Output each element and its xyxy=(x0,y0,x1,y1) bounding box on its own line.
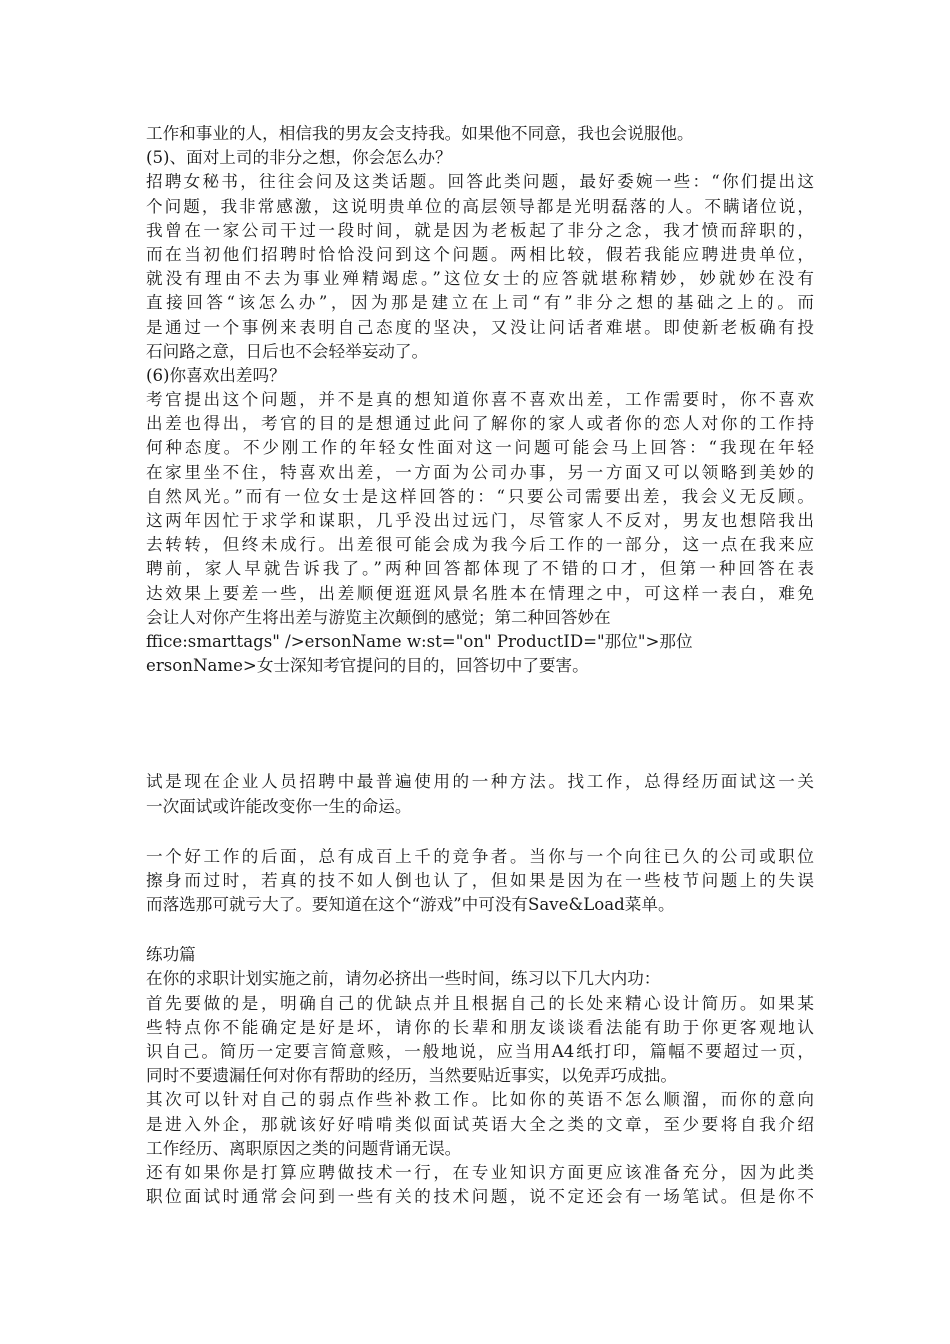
text-line: 些特点你不能确定是好是坏，请你的长辈和朋友谈谈看法能有助于你更客观地认 xyxy=(146,1017,814,1037)
text-line: 在家里坐不住，特喜欢出差，一方面为公司办事，另一方面又可以领略到美妙的 xyxy=(146,462,814,482)
interview-questions-section xyxy=(146,122,814,678)
text-line: 一个好工作的后面，总有成百上千的竞争者。当你与一个向往已久的公司或职位 xyxy=(146,846,814,866)
text-line: 同时不要遗漏任何对你有帮助的经历，当然要贴近事实，以免弄巧成拙。 xyxy=(146,1066,677,1086)
text-line: 擦身而过时，若真的技不如人倒也认了，但如果是因为在一些枝节问题上的失误 xyxy=(146,870,814,890)
text-line: 我曾在一家公司干过一段时间，就是因为老板起了非分之念，我才愤而辞职的， xyxy=(146,220,814,240)
text-line: 聘前，家人早就告诉我了。”两种回答都体现了不错的口才，但第一种回答在表 xyxy=(146,559,814,579)
text-line: 试是现在企业人员招聘中最普遍使用的一种方法。找工作，总得经历面试这一关 xyxy=(146,772,814,792)
text-line: ersonName>女士深知考官提问的目的，回答切中了要害。 xyxy=(146,656,589,676)
text-line: ffice:smarttags" />ersonName w:st="on" ProductID="那位">那位 xyxy=(146,631,693,651)
text-line: 就没有理由不去为事业殚精竭虑。”这位女士的应答就堪称精妙，妙就妙在没有 xyxy=(146,269,814,289)
text-line: (6)你喜欢出差吗？ xyxy=(146,365,286,385)
intro-paragraph xyxy=(146,770,814,818)
text-line: 工作经历、离职原因之类的问题背诵无误。 xyxy=(146,1138,462,1158)
text-line: 个问题，我非常感激，这说明贵单位的高层领导都是光明磊落的人。不瞒诸位说， xyxy=(146,196,814,216)
section-spacer xyxy=(146,678,814,770)
text-line: 首先要做的是，明确自己的优缺点并且根据自己的长处来精心设计简历。如果某 xyxy=(146,993,814,1013)
text-line: 达效果上要差一些，出差顺便逛逛风景名胜本在情理之中，可这样一表白，难免 xyxy=(146,583,814,603)
text-line: 而在当初他们招聘时恰恰没问到这个问题。两相比较，假若我能应聘进贵单位， xyxy=(146,244,814,264)
text-line: 会让人对你产生将出差与游览主次颠倒的感觉；第二种回答妙在 xyxy=(146,607,611,627)
text-line: 练功篇 xyxy=(146,945,196,965)
text-line: 是进入外企，那就该好好啃啃类似面试英语大全之类的文章，至少要将自我介绍 xyxy=(146,1114,814,1134)
document-page xyxy=(146,122,814,1209)
text-line: 自然风光。”而有一位女士是这样回答的：“只要公司需要出差，我会义无反顾。 xyxy=(146,486,814,506)
text-line: 何种态度。不少刚工作的年轻女性面对这一问题可能会马上回答：“我现在年轻 xyxy=(146,438,814,458)
text-line: 是通过一个事例来表明自己态度的坚决，又没让问话者难堪。即使新老板确有投 xyxy=(146,317,814,337)
text-line: 这两年因忙于求学和谋职，几乎没出过远门，尽管家人不反对，男友也想陪我出 xyxy=(146,511,814,530)
text-line: (5)、面对上司的非分之想，你会怎么办？ xyxy=(146,148,452,168)
text-line: 而落选那可就亏大了。要知道在这个“游戏”中可没有Save&Load菜单。 xyxy=(146,895,675,915)
text-line: 在你的求职计划实施之前，请勿必挤出一些时间，练习以下几大内功： xyxy=(146,969,661,989)
text-line: 职位面试时通常会问到一些有关的技术问题，说不定还会有一场笔试。但是你不 xyxy=(146,1187,814,1207)
competition-paragraph xyxy=(146,845,814,918)
text-line: 识自己。简历一定要言简意赅，一般地说，应当用A4纸打印，篇幅不要超过一页， xyxy=(146,1042,814,1061)
text-line: 出差也得出，考官的目的是想通过此问了解你的家人或者你的恋人对你的工作持 xyxy=(146,414,814,434)
text-line: 工作和事业的人，相信我的男友会支持我。如果他不同意，我也会说服他。 xyxy=(146,124,694,143)
paragraph-spacer xyxy=(146,819,814,845)
text-line: 石问路之意，日后也不会轻举妄动了。 xyxy=(146,341,429,361)
text-line: 招聘女秘书，往往会问及这类话题。回答此类问题，最好委婉一些：“你们提出这 xyxy=(146,172,814,192)
text-line: 一次面试或许能改变你一生的命运。 xyxy=(146,796,412,816)
paragraph-spacer xyxy=(146,917,814,943)
text-line: 去转转，但终未成行。出差很可能会成为我今后工作的一部分，这一点在我来应 xyxy=(146,535,814,555)
practice-section xyxy=(146,943,814,1209)
text-line: 直接回答“该怎么办”，因为那是建立在上司“有”非分之想的基础之上的。而 xyxy=(146,293,814,313)
text-line: 还有如果你是打算应聘做技术一行，在专业知识方面更应该准备充分，因为此类 xyxy=(146,1162,814,1182)
text-line: 考官提出这个问题，并不是真的想知道你喜不喜欢出差，工作需要时，你不喜欢 xyxy=(146,390,814,410)
text-line: 其次可以针对自己的弱点作些补救工作。比如你的英语不怎么顺溜，而你的意向 xyxy=(146,1090,814,1110)
